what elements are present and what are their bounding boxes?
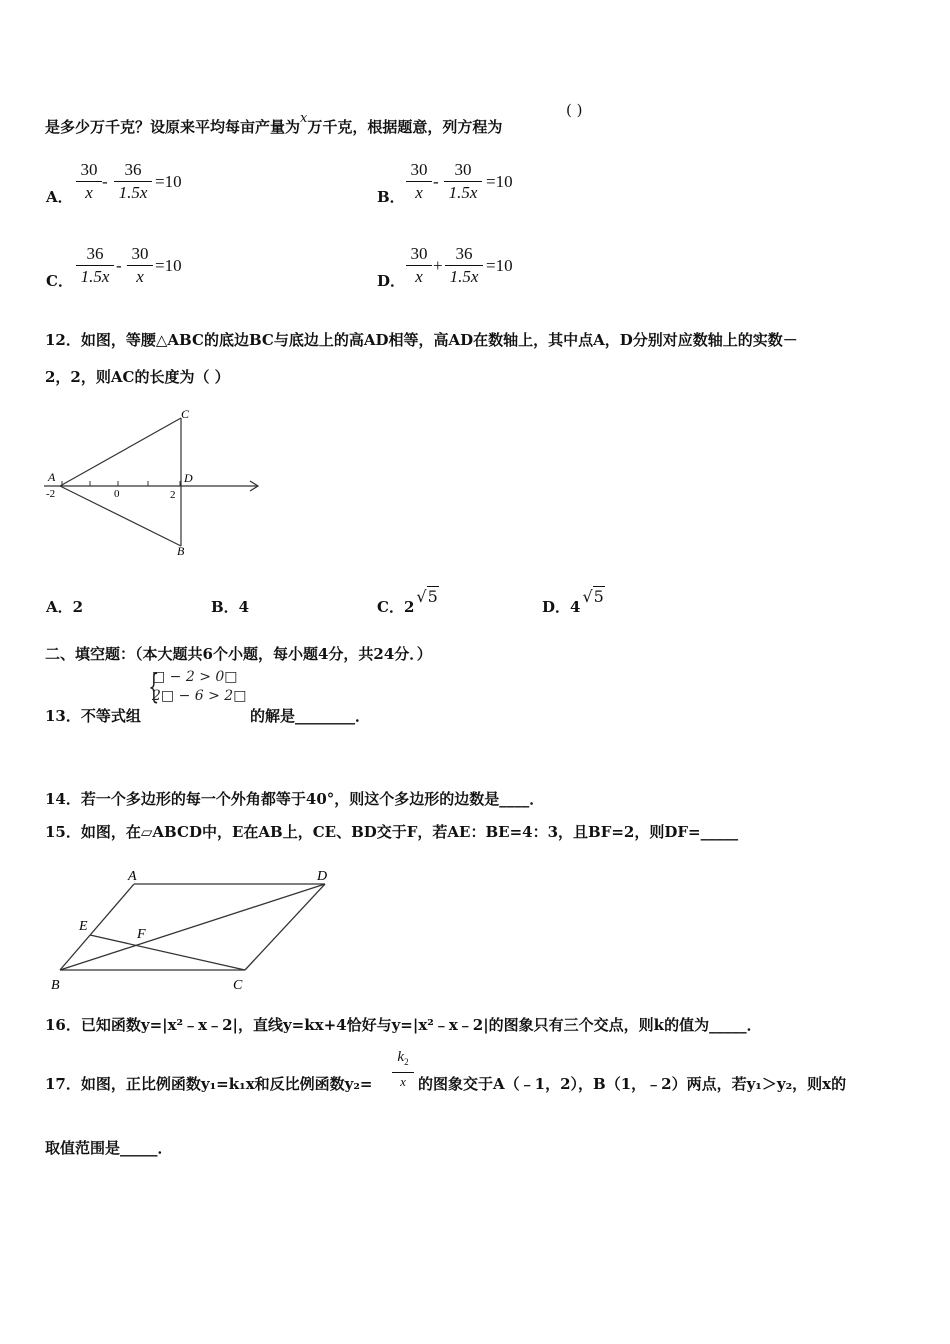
fraction: $\frac{30}{x}$ <box>406 161 432 202</box>
q17-part1: 17．如图，正比例函数y₁=k₁x和反比例函数y₂= <box>45 1075 373 1093</box>
point-d-label: D <box>184 471 193 485</box>
equals-ten: =10 <box>486 256 513 275</box>
fraction: $\frac{36}{1.5x}$ <box>445 245 483 286</box>
q12-triangle-figure <box>40 400 270 565</box>
q17-part2: 的图象交于A（﹣1，2），B（1，﹣2）两点，若y₁＞y₂，则x的 <box>418 1075 847 1093</box>
q11-answer-paren: ( ) <box>566 101 583 119</box>
equals-ten: =10 <box>155 172 182 191</box>
q13-suffix: 的解是________． <box>250 707 371 725</box>
fraction: $\frac{30}{x}$ <box>406 245 432 286</box>
operator: - <box>102 172 108 191</box>
pg-label-c: C <box>233 978 243 993</box>
pg-label-d: D <box>317 869 328 884</box>
q12-option-c: C．2√5 <box>377 587 438 616</box>
q15-text: 15．如图，在▱ABCD中，E在AB上，CE、BD交于F，若AE：BE=4：3，且BF=2，则DF=_____ <box>45 823 739 841</box>
q17-fraction: $k_2$ x <box>392 1047 414 1091</box>
q13-ineq2: 2□ − 6 > 2□ <box>152 688 247 704</box>
point-c-label: C <box>181 407 190 421</box>
q13-inequality-system: { □ − 2 > 0□ 2□ − 6 > 2□ <box>148 667 247 707</box>
tick-0: 0 <box>114 488 120 500</box>
q11-var-x: x <box>300 111 308 126</box>
q12-stem-line1: 12．如图，等腰△ABC的底边BC与底边上的高AD相等，高AD在数轴上，其中点A，D分别对应数轴上的实数－ <box>45 331 798 349</box>
q14-text: 14．若一个多边形的每一个外角都等于40°，则这个多边形的边数是____． <box>45 790 545 808</box>
pg-label-a: A <box>128 869 137 884</box>
fraction: $\frac{30}{1.5x}$ <box>444 161 482 202</box>
equals-ten: =10 <box>486 172 513 191</box>
option-label: D． <box>377 272 406 290</box>
fraction: $\frac{30}{x}$ <box>76 161 102 202</box>
option-label: C． <box>46 272 73 290</box>
q12-option-d: D．4√5 <box>542 587 604 616</box>
section2-title: 二、填空题：（本大题共6个小题，每小题4分，共24分．） <box>45 645 432 663</box>
equals-ten: =10 <box>155 256 182 275</box>
pg-label-f: F <box>137 927 146 942</box>
tick-2: 2 <box>170 489 176 501</box>
operator: - <box>116 256 122 275</box>
tick-neg2: -2 <box>46 488 56 500</box>
pg-label-b: B <box>51 978 60 993</box>
q17-line2: 取值范围是_____． <box>45 1139 173 1157</box>
q13-ineq1: □ − 2 > 0□ <box>152 669 238 685</box>
q12-option-a: A．2 <box>46 598 84 616</box>
q11-stem: 是多少万千克？设原来平均每亩产量为x万千克，根据题意，列方程为 <box>45 111 503 136</box>
q12-stem-line2: 2，2，则AC的长度为（ ） <box>45 368 230 386</box>
q13-prefix: 13．不等式组 <box>45 707 141 725</box>
operator: + <box>433 256 443 275</box>
option-label: A． <box>46 188 73 206</box>
q16-text: 16．已知函数y=|x²﹣x﹣2|，直线y=kx+4恰好与y=|x²﹣x﹣2|的图象只有三个交点，则k的值为_____． <box>45 1016 762 1034</box>
point-a-label: A <box>48 470 56 484</box>
point-b-label: B <box>177 544 185 558</box>
q12-option-b: B．4 <box>211 598 250 616</box>
fraction: $\frac{36}{1.5x}$ <box>114 161 152 202</box>
fraction: $\frac{30}{x}$ <box>127 245 153 286</box>
pg-label-e: E <box>79 919 88 934</box>
q15-parallelogram-figure <box>45 860 335 995</box>
option-label: B． <box>377 188 405 206</box>
fraction: $\frac{36}{1.5x}$ <box>76 245 114 286</box>
operator: - <box>433 172 439 191</box>
